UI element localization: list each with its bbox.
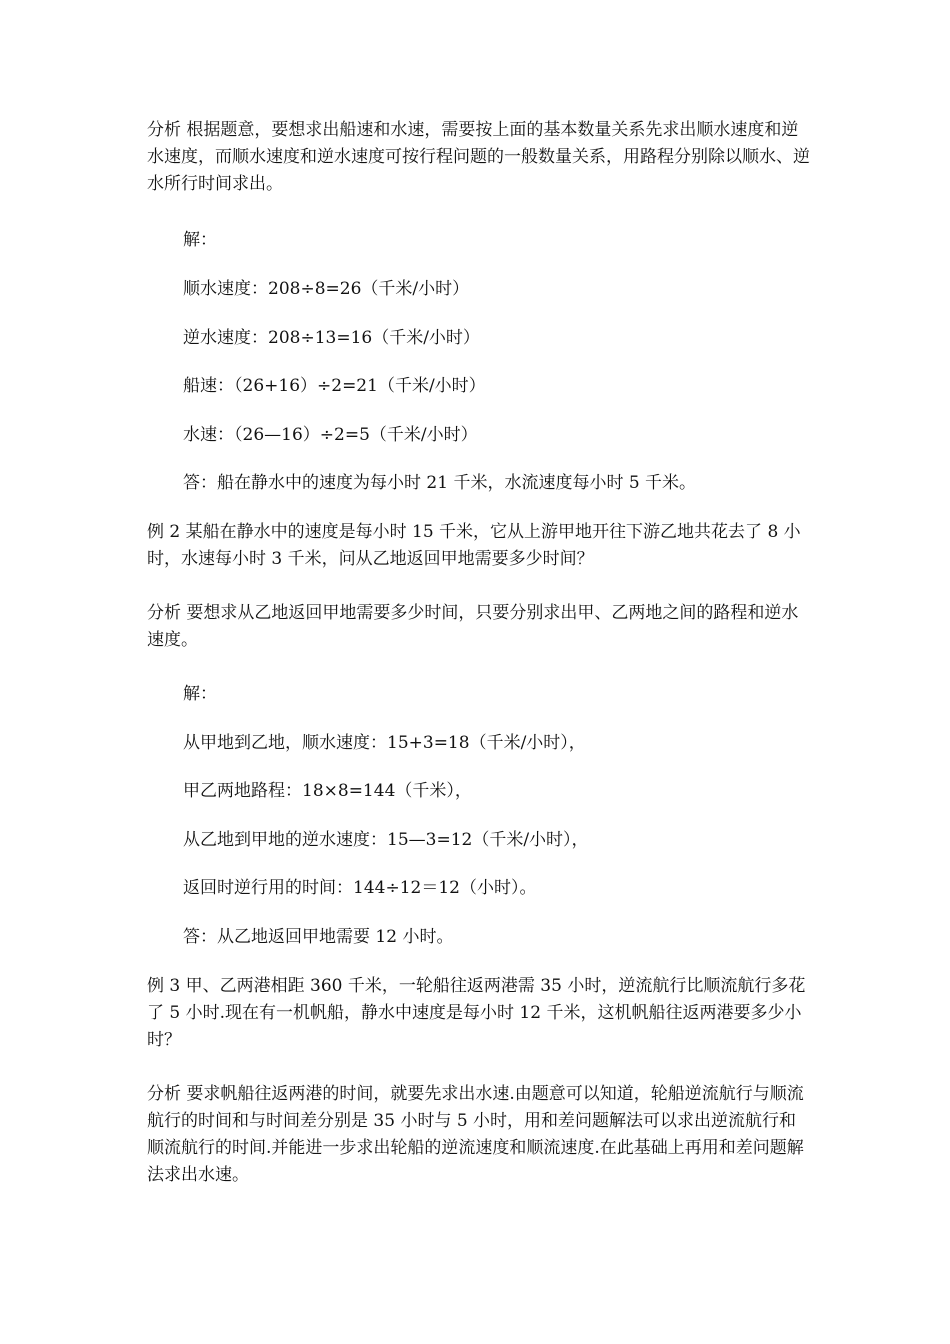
step-line-1: 从甲地到乙地，顺水速度：15+3=18（千米/小时）， [183, 733, 586, 753]
answer-line-1: 答：船在静水中的速度为每小时 21 千米，水流速度每小时 5 千米。 [183, 473, 697, 493]
step-line-3: 从乙地到甲地的逆水速度：15—3=12（千米/小时）， [183, 830, 589, 850]
step-line-4: 返回时逆行用的时间：144÷12＝12（小时）。 [183, 878, 537, 898]
example-2-paragraph: 例 2 某船在静水中的速度是每小时 15 千米，它从上游甲地开往下游乙地共花去了 8 小时，水速每小时 3 千米，问从乙地返回甲地需要多少时间？ [147, 522, 801, 569]
water-speed-line: 水速：（26—16）÷2=5（千米/小时） [183, 425, 478, 445]
solution-label-2: 解： [183, 684, 217, 704]
analysis-paragraph-1: 分析 根据题意，要想求出船速和水速，需要按上面的基本数量关系先求出顺水速度和逆水速度，而顺水速度和逆水速度可按行程问题的一般数量关系，用路程分别除以顺水、逆水所行时间求出。 [147, 120, 810, 194]
upstream-speed-line: 逆水速度：208÷13=16（千米/小时） [183, 328, 480, 348]
analysis-paragraph-2: 分析 要想求从乙地返回甲地需要多少时间，只要分别求出甲、乙两地之间的路程和逆水速度。 [147, 603, 799, 650]
answer-line-2: 答：从乙地返回甲地需要 12 小时。 [183, 927, 454, 947]
boat-speed-line: 船速：（26+16）÷2=21（千米/小时） [183, 376, 486, 396]
example-3-paragraph: 例 3 甲、乙两港相距 360 千米，一轮船往返两港需 35 小时，逆流航行比顺流航行多花了 5 小时.现在有一机帆船，静水中速度是每小时 12 千米，这机帆船往返两港要多少小时？ [147, 976, 806, 1050]
analysis-paragraph-3: 分析 要求帆船往返两港的时间，就要先求出水速.由题意可以知道，轮船逆流航行与顺流航行的时间和与时间差分别是 35 小时与 5 小时，用和差问题解法可以求出逆流航行和顺流航行的时间.并能进一步求出轮船的逆流速度和顺流速度.在此基础上再用和差问题解法求出水速。 [147, 1084, 804, 1185]
step-line-2: 甲乙两地路程：18×8=144（千米）， [183, 781, 472, 801]
solution-label-1: 解： [183, 230, 217, 250]
downstream-speed-line: 顺水速度：208÷8=26（千米/小时） [183, 279, 470, 299]
